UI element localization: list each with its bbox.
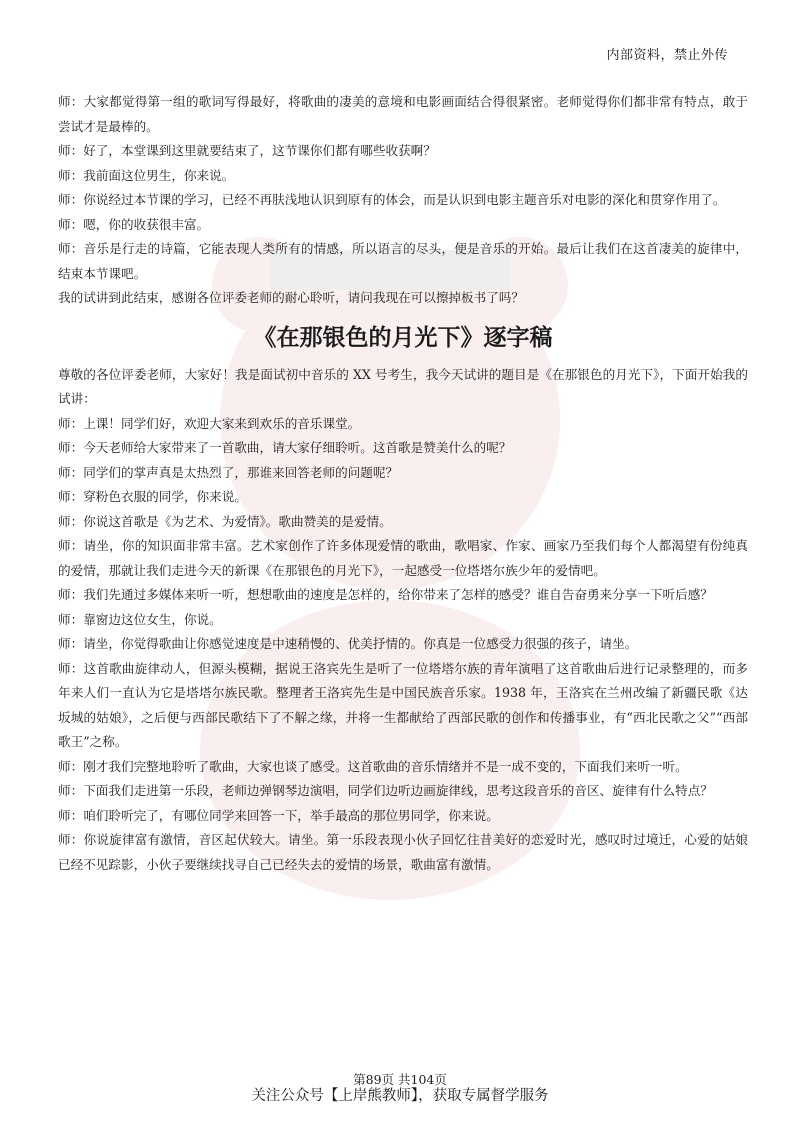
paragraph: 师：今天老师给大家带来了一首歌曲，请大家仔细聆听。这首歌是赞美什么的呢？ — [58, 440, 512, 455]
footer-promo: 关注公众号【上岸熊教师】，获取专属督学服务 — [251, 1088, 549, 1104]
paragraph: 师：你说经过本节课的学习，已经不再肤浅地认识到原有的体会，而是认识到电影主题音乐对电影的深化和贯穿作用了。 — [58, 192, 726, 207]
paragraph: 我的试讲到此结束，感谢各位评委老师的耐心聆听，请问我现在可以擦掉板书了吗？ — [58, 290, 524, 305]
paragraph: 师：嗯，你的收获很丰富。 — [58, 216, 210, 232]
paragraph: 师：请坐，你的知识面非常丰富。艺术家创作了许多体现爱情的歌曲，歌唱家、作家、画家乃至我们每个人都渴望有份纯真的爱情，那就让我们走进今天的新课《在那银色的月光下》，一起感受一位塔塔尔族少年的爱情吧。 — [58, 538, 748, 578]
paragraph: 师：上课！同学们好，欢迎大家来到欢乐的音乐课堂。 — [58, 415, 361, 431]
paragraph: 师：咱们聆听完了，有哪位同学来回答一下，举手最高的那位男同学，你来说。 — [58, 807, 499, 823]
document-body — [58, 90, 748, 877]
paragraph: 师：请坐，你觉得歌曲让你感觉速度是中速稍慢的、优美抒情的。你真是一位感受力很强的孩子，请坐。 — [58, 636, 638, 651]
paragraph: 师：这首歌曲旋律动人，但源头模糊，据说王洛宾先生是听了一位塔塔尔族的青年演唱了这首歌曲后进行记录整理的，而多年来人们一直认为它是塔塔尔族民歌。整理者王洛宾先生是中国民族音乐家。1938 年，王洛宾在兰州改编了新疆民歌《达坂城的姑娘》，之后便与西部民歌结下了不解之缘，并将一生都献给了西部民歌的创作和传播事业，有“西北民歌之父”“西部歌王”之称。 — [58, 660, 748, 749]
paragraph: 师：靠窗边这位女生，你说。 — [58, 611, 222, 627]
page-number: 第89页 共104页 — [353, 1072, 447, 1087]
paragraph: 师：我们先通过多媒体来听一听，想想歌曲的速度是怎样的，给你带来了怎样的感受？谁自告奋勇来分享一下听后感？ — [58, 587, 713, 602]
paragraph: 师：我前面这位男生，你来说。 — [58, 167, 235, 183]
paragraph: 师：你说旋律富有激情，音区起伏较大。请坐。第一乐段表现小伙子回忆往昔美好的恋爱时光，感叹时过境迁，心爱的姑娘已经不见踪影，小伙子要继续找寻自己已经失去的爱情的场景，歌曲富有激情。 — [58, 832, 748, 872]
internal-use-notice: 内部资料，禁止外传 — [606, 48, 728, 63]
document-title: 《在那银色的月光下》逐字稿 — [253, 324, 553, 351]
paragraph: 师：你说这首歌是《为艺术、为爱情》。歌曲赞美的是爱情。 — [58, 513, 392, 529]
paragraph: 师：大家都觉得第一组的歌词写得最好，将歌曲的凄美的意境和电影画面结合得很紧密。老师觉得你们都非常有特点，敢于尝试才是最棒的。 — [58, 94, 748, 134]
paragraph: 师：音乐是行走的诗篇，它能表现人类所有的情感，所以语言的尽头，便是音乐的开始。最后让我们在这首凄美的旋律中，结束本节课吧。 — [58, 241, 748, 281]
paragraph: 师：下面我们走进第一乐段，老师边弹钢琴边演唱，同学们边听边画旋律线，思考这段音乐的音区、旋律有什么特点？ — [58, 783, 713, 798]
paragraph: 师：同学们的掌声真是太热烈了，那谁来回答老师的问题呢？ — [58, 464, 399, 480]
paragraph: 师：好了，本堂课到这里就要结束了，这节课你们都有哪些收获啊？ — [58, 143, 436, 158]
paragraph: 师：刚才我们完整地聆听了歌曲，大家也谈了感受。这首歌曲的音乐情绪并不是一成不变的，下面我们来听一听。 — [58, 758, 688, 774]
paragraph: 师：穿粉色衣服的同学，你来说。 — [58, 489, 247, 504]
paragraph: 尊敬的各位评委老师，大家好！我是面试初中音乐的 XX 号考生，我今天试讲的题目是《在那银色的月光下》，下面开始我的试讲： — [58, 366, 748, 406]
